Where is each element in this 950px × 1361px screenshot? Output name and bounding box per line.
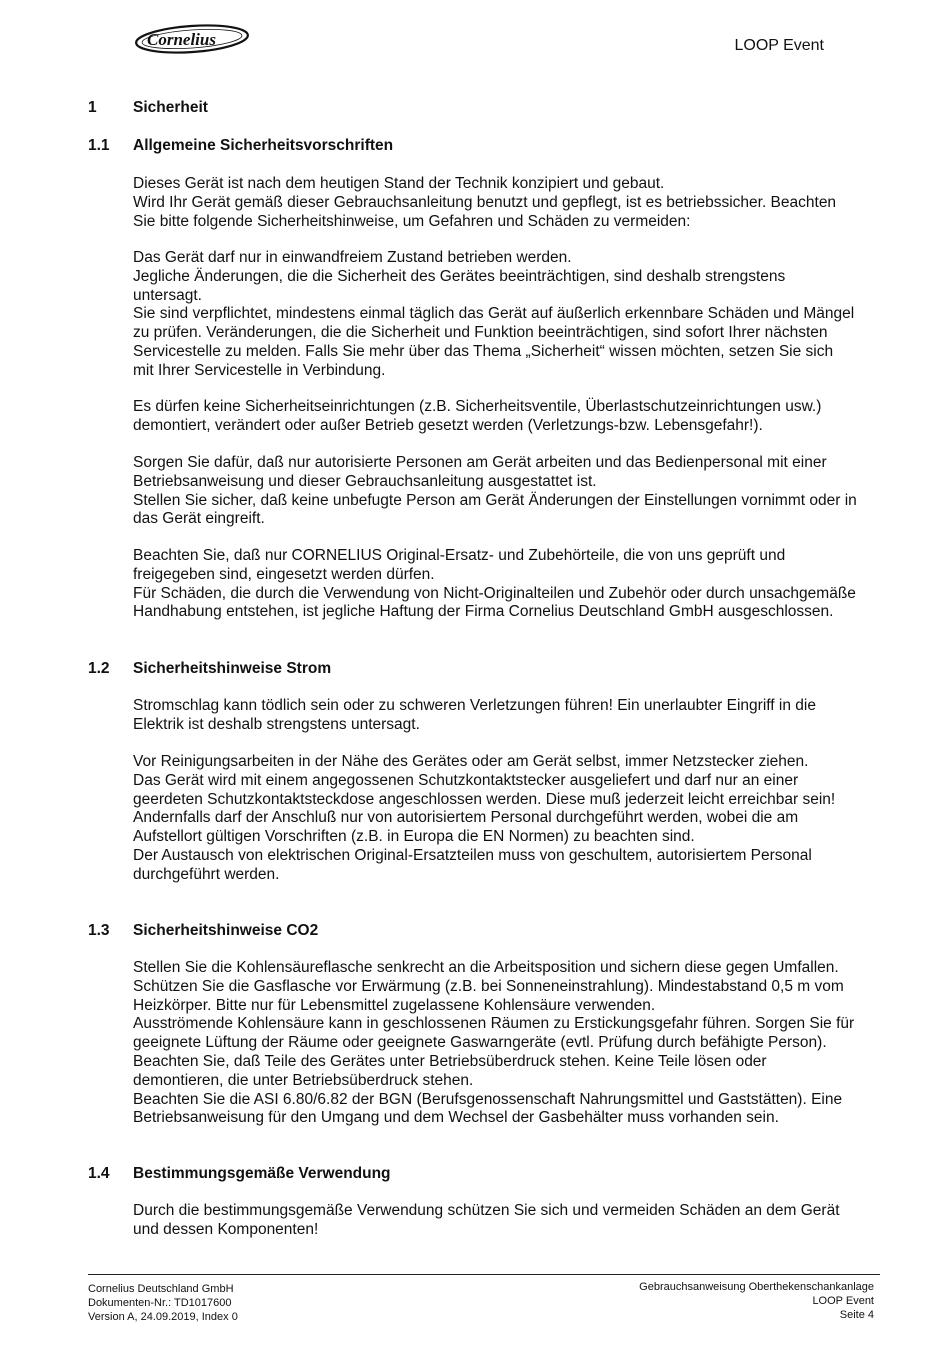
paragraph: Beachten Sie, daß nur CORNELIUS Original-Ersatz- und Zubehörteile, die von uns geprüft und freigegeben sind, eingesetzt werden dürfen. Für Schäden, die durch die Verwendung von Nicht-Originalteilen und Zubehör oder durch unsachgemäße Handhabung entstehen, ist jegliche Haftung der Firma Cornelius Deutschland GmbH ausgeschlossen. <box>133 547 856 621</box>
paragraph: Sorgen Sie dafür, daß nur autorisierte Personen am Gerät arbeiten und das Bedienpersonal mit einer Betriebsanweisung und dieser Gebrauchsanleitung ausgestattet ist. Stellen Sie sicher, daß keine unbefugte Person am Gerät Änderungen der Einstellungen vornimmt oder in das Gerät eingreift. <box>133 454 857 528</box>
section-heading: 1.3 Sicherheitshinweise CO2 <box>88 922 319 939</box>
section-heading: 1.2 Sicherheitshinweise Strom <box>88 660 332 677</box>
paragraph: Vor Reinigungsarbeiten in der Nähe des Gerätes oder am Gerät selbst, immer Netzstecker ziehen. Das Gerät wird mit einem angegossenen Schutzkontaktstecker ausgeliefert und darf nur an einer geerdeten Schutzkontaktsteckdose angeschlossen werden. Diese muß jederzeit leicht erreichbar sein! Andernfalls darf der Anschluß nur von autorisiertem Personal durchgeführt werden, wobei die am Aufstellort gültigen Vorschriften (z.B. in Europa die EN Normen) zu beachten sind. Der Austausch von elektrischen Original-Ersatzteilen muss von geschultem, autorisiertem Personal durchgeführt werden. <box>133 753 836 883</box>
section-heading: 1.4 Bestimmungsgemäße Verwendung <box>88 1165 391 1182</box>
paragraph: Dieses Gerät ist nach dem heutigen Stand der Technik konzipiert und gebaut. Wird Ihr Gerät gemäß dieser Gebrauchsanleitung benutzt und gepflegt, ist es betriebssicher. Beachten Sie bitte folgende Sicherheitshinweise, um Gefahren und Schäden zu vermeiden: <box>133 175 837 230</box>
footer-divider <box>88 1274 880 1275</box>
svg-text:Cornelius: Cornelius <box>147 30 216 49</box>
paragraph: Es dürfen keine Sicherheitseinrichtungen (z.B. Sicherheitsventile, Überlastschutzeinrichtungen usw.) demontiert, verändert oder außer Betrieb gesetzt werden (Verletzungs-bzw. Lebensgefahr!). <box>133 398 822 434</box>
section-heading: 1.1 Allgemeine Sicherheitsvorschriften <box>88 137 394 154</box>
paragraph: Durch die bestimmungsgemäße Verwendung schützen Sie sich und vermeiden Schäden an dem Gerät und dessen Komponenten! <box>133 1202 840 1238</box>
header-title: LOOP Event <box>734 37 824 54</box>
footer-company-info: Cornelius Deutschland GmbH Dokumenten-Nr.: TD1017600 Version A, 24.09.2019, Index 0 <box>88 1283 238 1323</box>
section-heading: 1 Sicherheit <box>88 99 208 116</box>
paragraph: Das Gerät darf nur in einwandfreiem Zustand betrieben werden. Jegliche Änderungen, die die Sicherheit des Gerätes beeinträchtigen, sind deshalb strengstens untersagt. Sie sind verpflichtet, mindestens einmal täglich das Gerät auf äußerlich erkennbare Schäden und Mängel zu prüfen. Veränderungen, die die Sicherheit und Funktion beeinträchtigen, sind sofort Ihrer nächsten Servicestelle zu melden. Falls Sie mehr über das Thema „Sicherheit“ wissen möchten, setzen Sie sich mit Ihrer Servicestelle in Verbindung. <box>133 249 855 379</box>
paragraph: Stromschlag kann tödlich sein oder zu schweren Verletzungen führen! Ein unerlaubter Eingriff in die Elektrik ist deshalb strengstens untersagt. <box>133 697 816 733</box>
cornelius-logo <box>133 22 251 56</box>
footer-document-info: Gebrauchsanweisung Oberthekenschankanlage LOOP Event Seite 4 <box>639 1281 874 1321</box>
paragraph: Stellen Sie die Kohlensäureflasche senkrecht an die Arbeitsposition und sichern diese gegen Umfallen. Schützen Sie die Gasflasche vor Erwärmung (z.B. bei Sonneneinstrahlung). Mindestabstand 0,5 m vom Heizkörper. Bitte nur für Lebensmittel zugelassene Kohlensäure verwenden. Ausströmende Kohlensäure kann in geschlossenen Räumen zu Erstickungsgefahr führen. Sorgen Sie für geeignete Lüftung der Räume oder geeignete Gaswarngeräte (evtl. Prüfung durch befähigte Person). Beachten Sie, daß Teile des Gerätes unter Betriebsüberdruck stehen. Keine Teile lösen oder demontieren, die unter Betriebsüberdruck stehen. Beachten Sie die ASI 6.80/6.82 der BGN (Berufsgenossenschaft Nahrungsmittel und Gaststätten). Eine Betriebsanweisung für den Umgang und dem Wechsel der Gasbehälter muss vorhanden sein. <box>133 959 855 1127</box>
